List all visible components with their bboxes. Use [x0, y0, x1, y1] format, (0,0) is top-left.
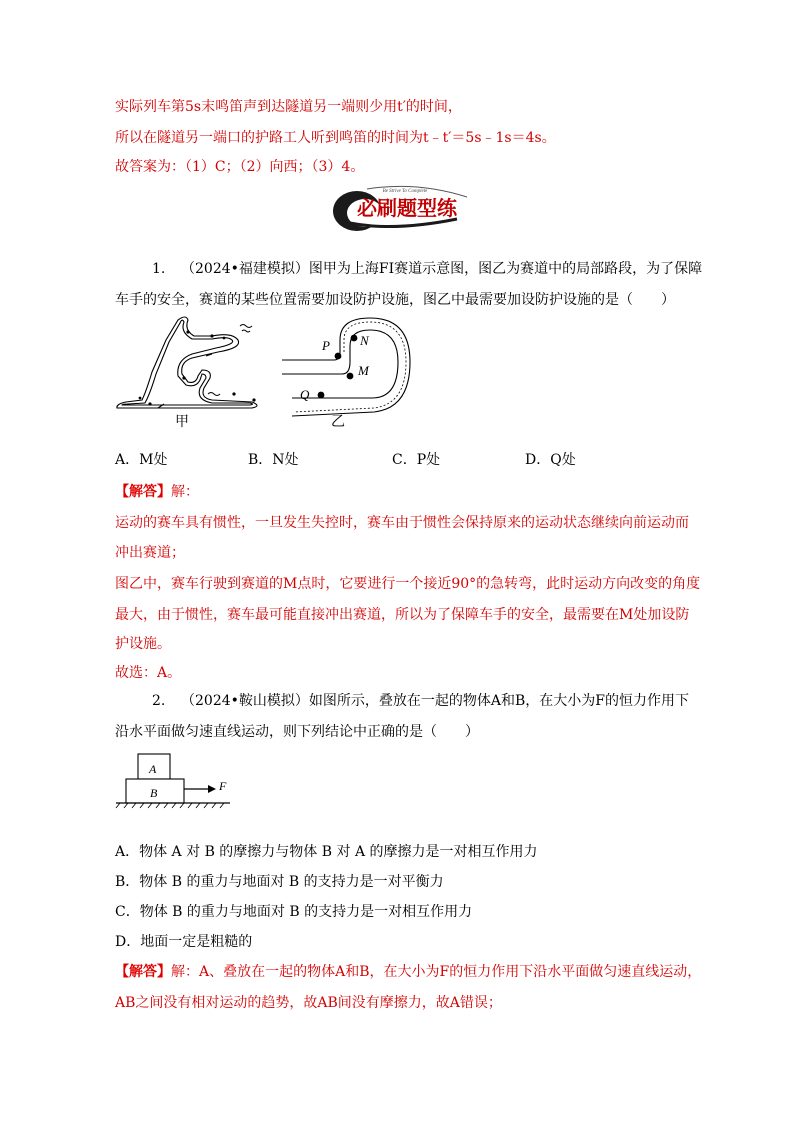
q2-figure	[112, 748, 242, 810]
q2-stem-line-2: 沿水平面做匀速直线运动，则下列结论中正确的是（ ）	[115, 724, 479, 740]
q2-stem-line-1: （2024•鞍山模拟）如图所示，叠放在一起的物体A和B，在大小为F的恒力作用下	[181, 693, 689, 709]
q2-answer-text: 解：A、叠放在一起的物体A和B，在大小为F的恒力作用下沿水平面做匀速直线运动，	[171, 964, 702, 980]
banner-title: 必刷题型练	[357, 198, 457, 220]
point-p-label: P	[322, 338, 330, 353]
q1-analysis-line-1: 运动的赛车具有惯性，一旦发生失控时，赛车由于惯性会保持原来的运动状态继续向前运动而	[115, 515, 689, 531]
q1-analysis-line-5: 护设施。	[115, 636, 171, 652]
q2-answer-tag: 【解答】	[115, 964, 171, 980]
solution-line-2: 所以在隧道另一端口的护路工人听到鸣笛的时间为t﹣t′＝5s﹣1s＝4s。	[115, 130, 556, 146]
q2-option-a: A．物体 A 对 B 的摩擦力与物体 B 对 A 的摩擦力是一对相互作用力	[115, 844, 538, 860]
q2-option-d: D．地面一定是粗糙的	[115, 934, 253, 950]
point-m-label: M	[358, 363, 369, 378]
q2-answer-line-2: AB之间没有相对运动的趋势，故AB间没有摩擦力，故A错误；	[115, 995, 502, 1011]
block-b-label: B	[150, 786, 158, 800]
q1-option-c: C．P处	[392, 452, 441, 468]
q2-option-b: B．物体 B 的重力与地面对 B 的支持力是一对平衡力	[115, 874, 444, 890]
q1-number: 1.	[152, 261, 166, 277]
q1-answer-tag: 【解答】	[115, 484, 171, 500]
force-label: F	[219, 779, 227, 793]
fig-jia-label: 甲	[175, 415, 189, 430]
q1-answer-header	[115, 482, 199, 502]
q1-stem-line-1: （2024•福建模拟）图甲为上海FI赛道示意图，图乙为赛道中的局部路段，为了保障	[181, 261, 703, 277]
point-q-label: Q	[300, 387, 310, 402]
q1-choice: 故选：A。	[115, 665, 182, 681]
q1-option-b: B．N处	[248, 452, 299, 468]
q1-analysis-line-3: 图乙中，赛车行驶到赛道的M点时，它要进行一个接近90°的急转弯，此时运动方向改变的角度	[115, 576, 701, 592]
solution-line-1: 实际列车第5s末鸣笛声到达隧道另一端则少用t′的时间，	[115, 99, 462, 115]
q1-answer-prefix: 解：	[171, 484, 199, 500]
ink-brush-icon	[327, 183, 473, 233]
q1-option-d: D．Q处	[525, 452, 576, 468]
banner-script-text: Be Strive To Complete	[382, 189, 428, 194]
block-a-label: A	[149, 762, 157, 776]
q1-analysis-line-2: 冲出赛道；	[115, 545, 185, 561]
q2-answer-line-1	[115, 962, 701, 982]
solution-line-3: 故答案为：（1）C；（2）向西；（3）4。	[115, 159, 365, 175]
q1-stem-line-2: 车手的安全，赛道的某些位置需要加设防护设施，图乙中最需要加设防护设施的是（ ）	[115, 292, 675, 308]
q1-analysis-line-4: 最大，由于惯性，赛车最可能直接冲出赛道，所以为了保障车手的安全，最需要在M处加设防	[115, 607, 690, 623]
q2-number: 2.	[152, 693, 166, 709]
figure-jia	[112, 312, 272, 432]
q2-option-c: C．物体 B 的重力与地面对 B 的支持力是一对相互作用力	[115, 904, 473, 920]
practice-banner	[327, 183, 473, 233]
figure-yi	[278, 312, 418, 432]
point-n-label: N	[360, 333, 369, 348]
fig-yi-label: 乙	[331, 415, 345, 430]
q1-option-a: A．M处	[115, 452, 168, 468]
